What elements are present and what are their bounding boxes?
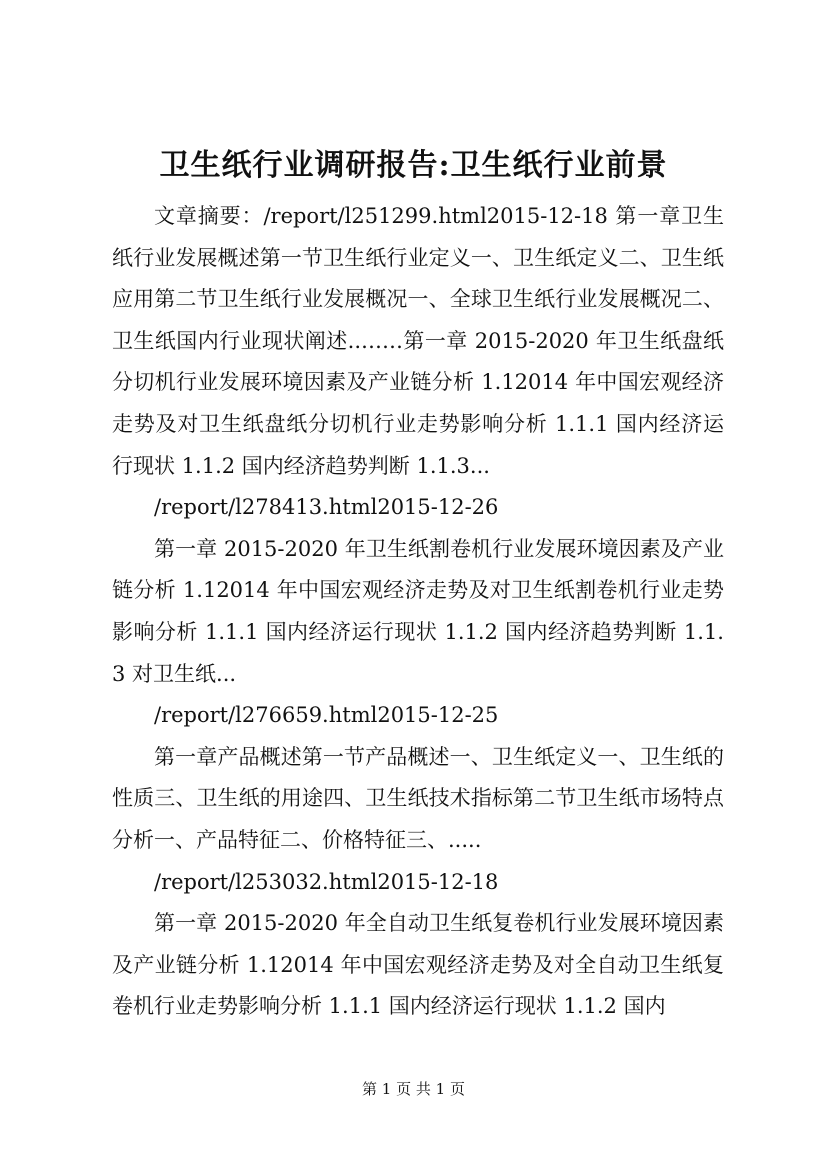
document-title: 卫生纸行业调研报告:卫生纸行业前景	[159, 148, 668, 183]
report-link-line: /report/l276659.html2015-12-25	[154, 703, 499, 728]
report-link-line: /report/l253032.html2015-12-18	[154, 869, 499, 894]
report-link-line: /report/l278413.html2015-12-26	[154, 495, 499, 520]
report-summary-paragraph: 第一章产品概述第一节产品概述一、卫生纸定义一、卫生纸的性质三、卫生纸的用途四、卫生纸技术指标第二节卫生纸市场特点分析一、产品特征二、价格特征三、.....	[112, 744, 724, 852]
document-body	[112, 196, 724, 1028]
report-summary-paragraph: 第一章 2015-2020 年全自动卫生纸复卷机行业发展环境因素及产业链分析 1.12014 年中国宏观经济走势及对全自动卫生纸复卷机行业走势影响分析 1.1.1 国内经济运行现状 1.1.2 国内	[112, 911, 724, 1019]
report-summary-paragraph: 第一章 2015-2020 年卫生纸割卷机行业发展环境因素及产业链分析 1.12014 年中国宏观经济走势及对卫生纸割卷机行业走势影响分析 1.1.1 国内经济运行现状 1.1.2 国内经济趋势判断 1.1.3 对卫生纸...	[112, 536, 724, 686]
page-footer: 第 1 页 共 1 页	[362, 1080, 465, 1098]
abstract-paragraph: 文章摘要：/report/l251299.html2015-12-18 第一章卫生纸行业发展概述第一节卫生纸行业定义一、卫生纸定义二、卫生纸应用第二节卫生纸行业发展概况一、全球卫生纸行业发展概况二、卫生纸国内行业现状阐述..……第一章 2015-2020 年卫生纸盘纸分切机行业发展环境因素及产业链分析 1.12014 年中国宏观经济走势及对卫生纸盘纸分切机行业走势影响分析 1.1.1 国内经济运行现状 1.1.2 国内经济趋势判断 1.1.3...	[112, 204, 724, 478]
